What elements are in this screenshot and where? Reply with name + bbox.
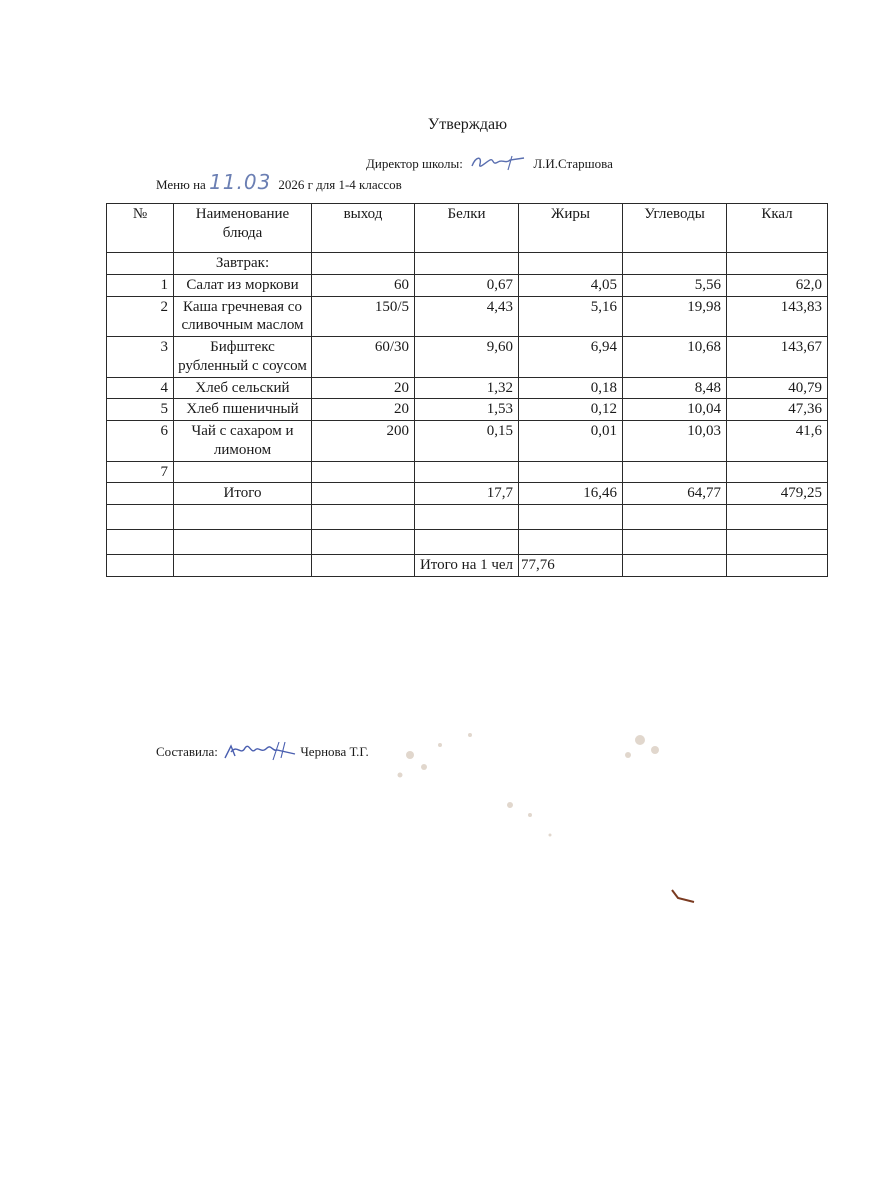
table-cell bbox=[174, 530, 312, 555]
table-cell: 10,04 bbox=[623, 399, 727, 421]
table-cell: 9,60 bbox=[415, 337, 519, 378]
table-cell: 0,15 bbox=[415, 421, 519, 462]
table-row bbox=[107, 377, 828, 399]
table-row bbox=[107, 461, 828, 483]
table-cell: 4 bbox=[107, 377, 174, 399]
table-cell bbox=[623, 555, 727, 577]
table-cell bbox=[727, 555, 828, 577]
table-cell bbox=[312, 530, 415, 555]
table-cell: 7 bbox=[107, 461, 174, 483]
table-cell: 143,83 bbox=[727, 296, 828, 337]
director-label: Директор школы: bbox=[366, 156, 463, 171]
approve-title: Утверждаю bbox=[427, 116, 508, 133]
table-cell bbox=[623, 253, 727, 275]
table-cell bbox=[107, 253, 174, 275]
table-cell: 6 bbox=[107, 421, 174, 462]
table-cell: 6,94 bbox=[519, 337, 623, 378]
table-cell: 60/30 bbox=[312, 337, 415, 378]
table-cell: 0,12 bbox=[519, 399, 623, 421]
menu-date-handwritten: 11.03 bbox=[209, 170, 272, 194]
table-cell: Салат из моркови bbox=[174, 274, 312, 296]
table-cell: 0,18 bbox=[519, 377, 623, 399]
table-cell: Хлеб пшеничный bbox=[174, 399, 312, 421]
col-header: выход bbox=[312, 204, 415, 253]
table-cell: Итого bbox=[174, 483, 312, 505]
table-cell bbox=[174, 505, 312, 530]
table-cell bbox=[727, 505, 828, 530]
table-cell bbox=[519, 461, 623, 483]
table-cell bbox=[623, 461, 727, 483]
table-cell bbox=[312, 505, 415, 530]
table-cell: Чай с сахаром и лимоном bbox=[174, 421, 312, 462]
table-cell bbox=[107, 483, 174, 505]
table-row bbox=[107, 421, 828, 462]
table-cell: 5,16 bbox=[519, 296, 623, 337]
table-cell bbox=[107, 530, 174, 555]
table-cell: 41,6 bbox=[727, 421, 828, 462]
table-cell bbox=[519, 253, 623, 275]
table-cell: 20 bbox=[312, 377, 415, 399]
table-cell bbox=[727, 530, 828, 555]
per-person-value: 77,76 bbox=[519, 555, 623, 577]
table-cell: 17,7 bbox=[415, 483, 519, 505]
per-person-row bbox=[107, 555, 828, 577]
col-header: Углеводы bbox=[623, 204, 727, 253]
table-cell: 5 bbox=[107, 399, 174, 421]
table-cell: Бифштекс рубленный с соусом bbox=[174, 337, 312, 378]
col-header: Наименование блюда bbox=[174, 204, 312, 253]
table-cell: 150/5 bbox=[312, 296, 415, 337]
table-cell: 143,67 bbox=[727, 337, 828, 378]
table-cell: 19,98 bbox=[623, 296, 727, 337]
table-cell bbox=[623, 505, 727, 530]
table-cell: 8,48 bbox=[623, 377, 727, 399]
menu-table bbox=[106, 203, 828, 577]
menu-prefix: Меню на bbox=[156, 177, 206, 192]
table-header-row bbox=[107, 204, 828, 253]
table-row bbox=[107, 337, 828, 378]
section-row bbox=[107, 253, 828, 275]
table-cell bbox=[519, 530, 623, 555]
table-cell bbox=[174, 555, 312, 577]
table-cell: 10,68 bbox=[623, 337, 727, 378]
empty-row bbox=[107, 505, 828, 530]
table-cell: Хлеб сельский bbox=[174, 377, 312, 399]
table-cell: 62,0 bbox=[727, 274, 828, 296]
table-cell: 16,46 bbox=[519, 483, 623, 505]
table-cell bbox=[107, 505, 174, 530]
table-cell: 479,25 bbox=[727, 483, 828, 505]
table-cell: 47,36 bbox=[727, 399, 828, 421]
section-label: Завтрак: bbox=[174, 253, 312, 275]
total-row bbox=[107, 483, 828, 505]
table-cell: 60 bbox=[312, 274, 415, 296]
col-header: № bbox=[107, 204, 174, 253]
table-cell: 4,43 bbox=[415, 296, 519, 337]
table-cell: 64,77 bbox=[623, 483, 727, 505]
table-row bbox=[107, 296, 828, 337]
composed-name: Чернова Т.Г. bbox=[300, 744, 369, 759]
table-cell bbox=[415, 530, 519, 555]
director-signature bbox=[468, 154, 528, 172]
composed-label: Составила: bbox=[156, 744, 218, 759]
empty-row bbox=[107, 530, 828, 555]
table-cell: 4,05 bbox=[519, 274, 623, 296]
table-cell bbox=[312, 461, 415, 483]
table-cell: 1,53 bbox=[415, 399, 519, 421]
table-row bbox=[107, 274, 828, 296]
composed-line bbox=[156, 740, 369, 762]
table-row bbox=[107, 399, 828, 421]
table-cell: 0,01 bbox=[519, 421, 623, 462]
composer-signature bbox=[221, 740, 297, 762]
table-cell bbox=[312, 483, 415, 505]
table-cell: 40,79 bbox=[727, 377, 828, 399]
table-cell: Каша гречневая со сливочным маслом bbox=[174, 296, 312, 337]
table-cell bbox=[623, 530, 727, 555]
table-cell bbox=[174, 461, 312, 483]
table-cell bbox=[415, 461, 519, 483]
table-cell: 2 bbox=[107, 296, 174, 337]
table-cell: 200 bbox=[312, 421, 415, 462]
paper-stain bbox=[380, 715, 700, 855]
director-name: Л.И.Старшова bbox=[533, 156, 613, 171]
table-cell: 3 bbox=[107, 337, 174, 378]
table-cell: 20 bbox=[312, 399, 415, 421]
table-cell bbox=[415, 253, 519, 275]
per-person-label: Итого на 1 чел bbox=[415, 555, 519, 577]
table-cell: 10,03 bbox=[623, 421, 727, 462]
table-cell bbox=[727, 461, 828, 483]
table-cell bbox=[312, 253, 415, 275]
table-cell bbox=[727, 253, 828, 275]
menu-suffix: 2026 г для 1-4 классов bbox=[278, 177, 402, 192]
director-line bbox=[366, 154, 613, 172]
ink-mark bbox=[660, 880, 710, 910]
col-header: Жиры bbox=[519, 204, 623, 253]
table-cell bbox=[312, 555, 415, 577]
col-header: Ккал bbox=[727, 204, 828, 253]
table-cell: 1 bbox=[107, 274, 174, 296]
table-cell: 5,56 bbox=[623, 274, 727, 296]
table-cell: 0,67 bbox=[415, 274, 519, 296]
table-cell: 1,32 bbox=[415, 377, 519, 399]
menu-date-line bbox=[156, 170, 402, 194]
table-cell bbox=[107, 555, 174, 577]
table-cell bbox=[519, 505, 623, 530]
col-header: Белки bbox=[415, 204, 519, 253]
table-cell bbox=[415, 505, 519, 530]
